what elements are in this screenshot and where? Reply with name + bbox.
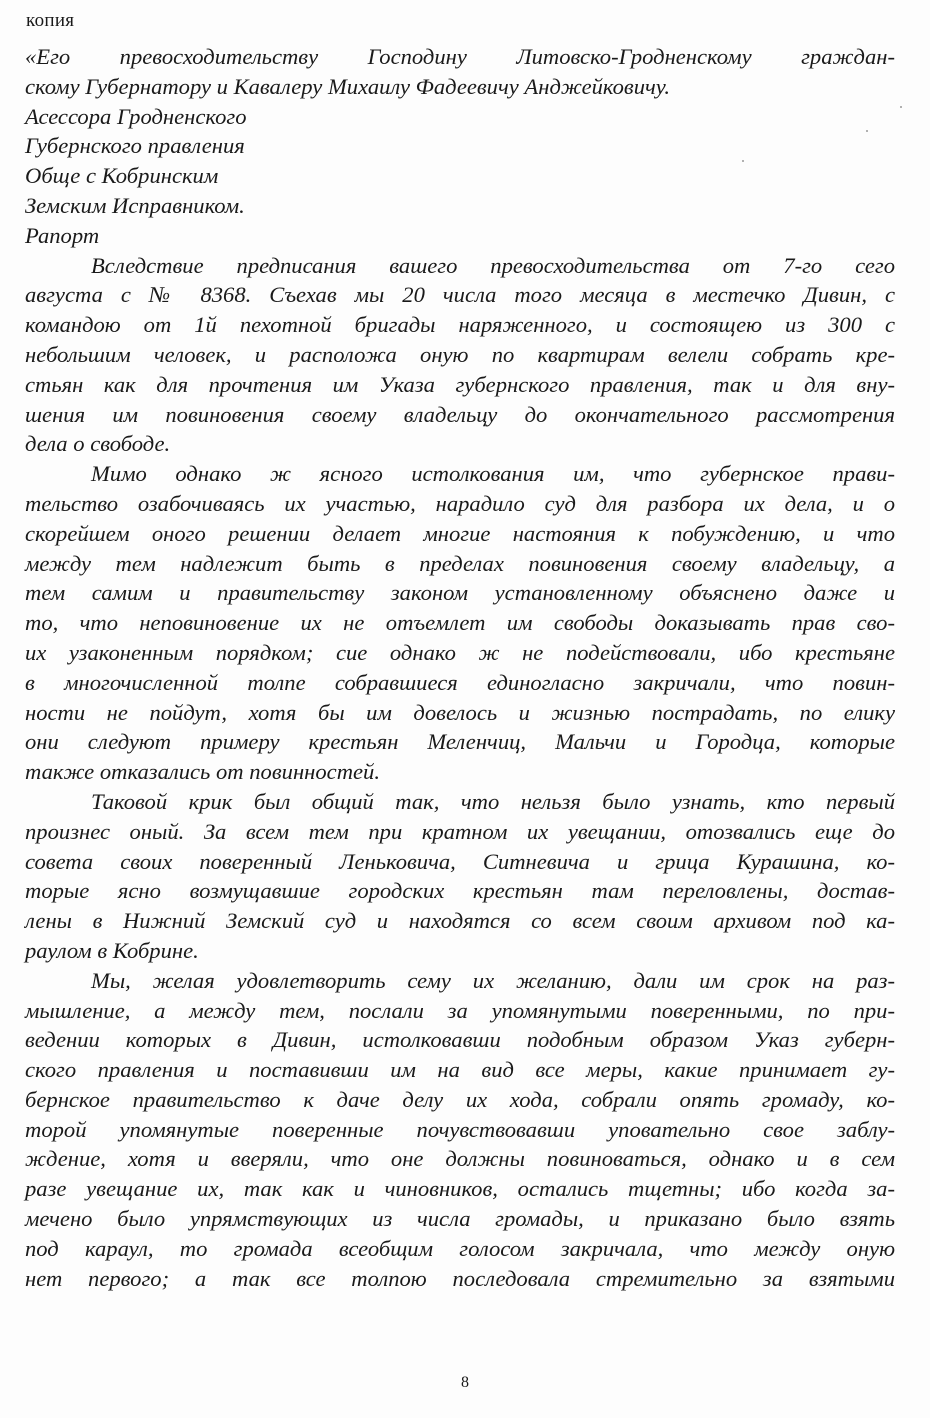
paragraph (25, 787, 895, 966)
scan-speck (900, 106, 902, 108)
paragraph-line: в многочисленной толпе собравшиеся единогласно закричали, что повин- (25, 669, 895, 695)
paragraph-line: бернское правительство к даче делу их хода, собрали опять громаду, ко- (25, 1086, 895, 1112)
paragraph (25, 966, 895, 1294)
report-title: Рапорт (25, 222, 100, 248)
paragraph-line: стьян как для прочтения им Указа губернского правления, так и для вну- (25, 371, 895, 397)
paragraph-line: тельство озабочиваясь их участью, нарадило суд для разбора их дела, и о (25, 490, 895, 516)
paragraph-line: командою от 1й пехотной бригады наряженного, и состоящею из 300 с (25, 312, 895, 338)
paragraph-line: мышление, а между тем, послали за упомянутыми поверенными, по при- (25, 997, 895, 1023)
paragraph-line: шения им повиновения своему владельцу до окончательного рассмотрения (25, 401, 895, 427)
paragraph-line: Мы, желая удовлетворить сему их желанию, дали им срок на раз- (91, 967, 895, 993)
paragraph (25, 459, 895, 787)
paragraph (25, 251, 895, 460)
header-line: Асессора Гродненского (25, 103, 247, 129)
paragraph-line: ждение, хотя и вверяли, что оне должны повиноваться, однако и в сем (25, 1146, 895, 1172)
paragraph-line: лены в Нижний Земский суд и находятся со всем своим архивом под ка- (25, 908, 895, 934)
paragraph-line: торой упомянутые поверенные почувствовавши уповательно свое заблу- (25, 1116, 895, 1142)
header-line: Губернского правления (25, 133, 245, 159)
header-block (25, 42, 895, 251)
paragraph-line: дела о свободе. (25, 431, 171, 457)
scan-speck (866, 130, 868, 132)
paragraph-line: Вследствие предписания вашего превосходительства от 7-го сего (91, 252, 895, 278)
page-number: 8 (461, 1374, 469, 1391)
report-text (25, 42, 895, 1293)
paragraph-line: совета своих поверенный Леньковича, Ситневича и грица Курашина, ко- (25, 848, 895, 874)
paragraph-line: Мимо однако ж ясного истолкования им, что губернское прави- (91, 461, 895, 487)
scan-speck (742, 160, 744, 162)
paragraph-line: ности не пойдут, хотя бы им довелось и жизнью пострадать, по елику (25, 699, 895, 725)
header-line: Земским Исправником. (25, 192, 245, 218)
paragraph-line: они следуют примеру крестьян Меленчиц, Мальчи и Городца, которые (25, 729, 895, 755)
paragraph-line: раулом в Кобрине. (25, 937, 199, 963)
paragraph-line: торые ясно возмущавшие городских крестьян там переловлены, достав- (25, 878, 895, 904)
paragraph-line: между тем надлежит быть в пределах повиновения своему владельцу, а (25, 550, 895, 576)
paragraph-line: их узаконенным порядком; сие однако ж не подействовали, ибо крестьяне (25, 639, 895, 665)
paragraph-line: ведении которых в Дивин, истолковавши подобным образом Указ губерн- (25, 1027, 895, 1053)
paragraph-line: нет первого; а так все толпою последовала стремительно за взятыми (25, 1265, 895, 1291)
paragraph-line: Таковой крик был общий так, что нельзя было узнать, кто первый (91, 788, 895, 814)
header-line: «Его превосходительству Господину Литовско-Гродненскому граждан- (25, 44, 895, 69)
paragraph-line: мечено было упрямствующих из числа громады, и приказано было взять (25, 1206, 895, 1232)
paragraph-line: под караул, то громада всеобщим голосом закричала, что между оную (25, 1235, 895, 1261)
header-line: Обще с Кобринским (25, 163, 219, 189)
paragraph-line: произнес оный. За всем тем при кратном их увещании, отозвались еще до (25, 818, 895, 844)
paragraph-line: августа с № 8368. Съехав мы 20 числа того месяца в местечко Дивин, с (25, 282, 895, 308)
paragraph-line: тем самим и правительству законом установленному объяснено даже и (25, 580, 895, 606)
paragraph-line: то, что неповиновение их не отъемлет им свободы доказывать прав сво- (25, 610, 895, 636)
paragraph-line: скорейшем оного решении делает многие настояния к побуждению, и что (25, 520, 895, 546)
paragraph-line: также отказались от повинностей. (25, 759, 380, 785)
paragraph-line: небольшим человек, и расположа оную по квартирам велели собрать кре- (25, 341, 895, 367)
copy-label: копия (26, 10, 75, 31)
paragraph-line: разе увещание их, так как и чиновников, остались тщетны; ибо когда за- (25, 1176, 895, 1202)
paragraph-line: ского правления и поставивши им на вид все меры, какие принимает гу- (25, 1057, 895, 1083)
header-line: скому Губернатору и Кавалеру Михаилу Фадеевичу Анджейковичу. (25, 73, 671, 99)
